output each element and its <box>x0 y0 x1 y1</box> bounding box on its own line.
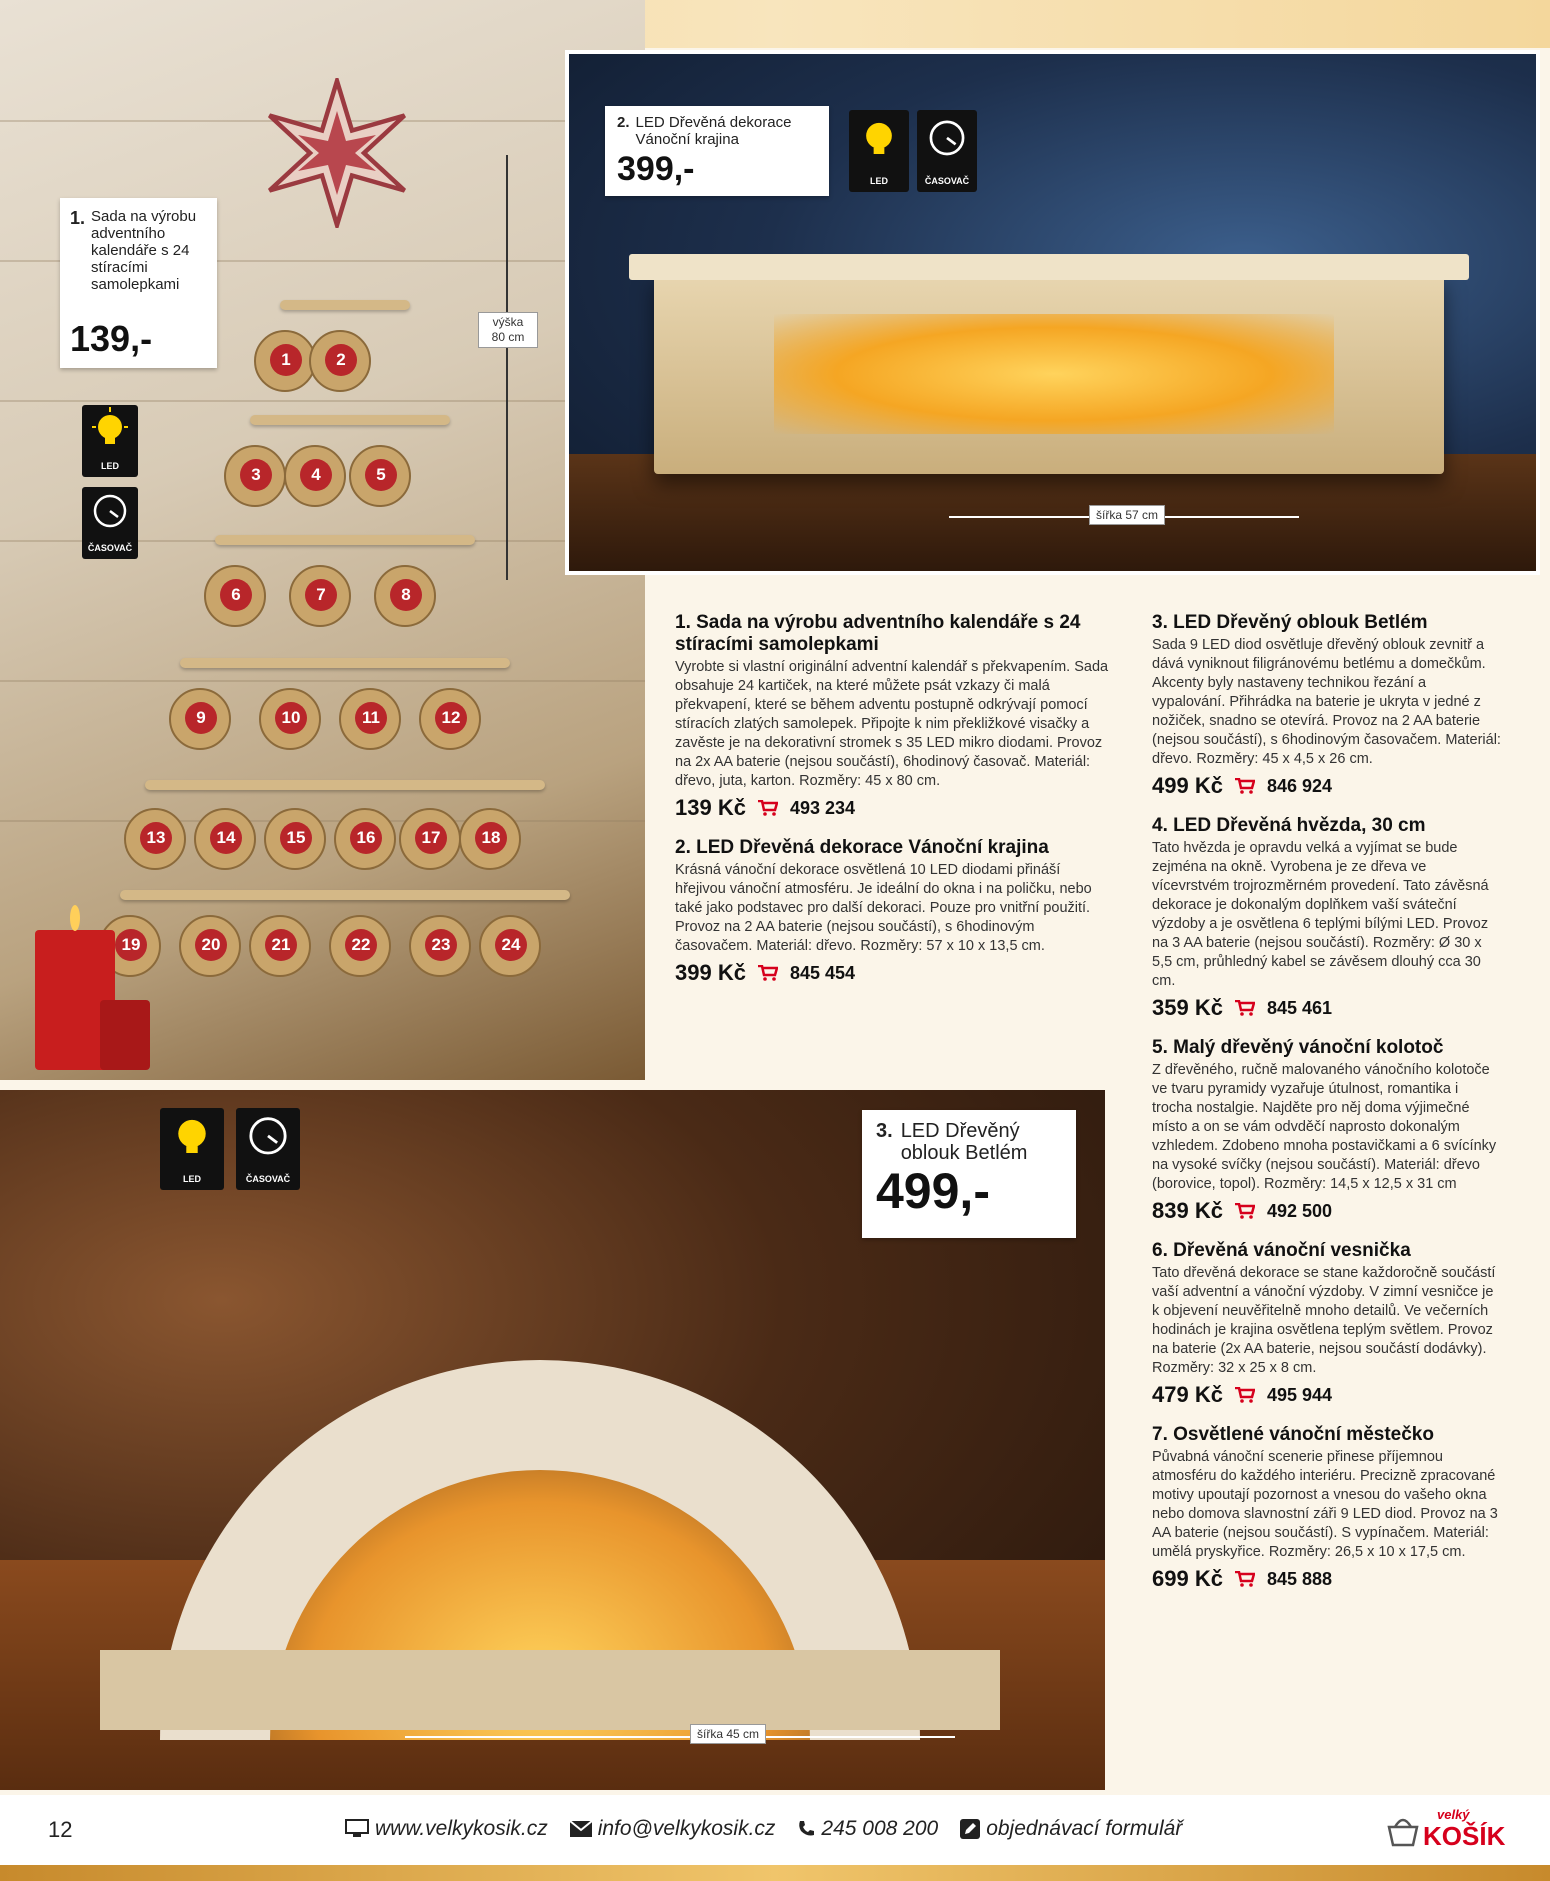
advent-tag <box>259 688 321 750</box>
product-title: 7. Osvětlené vánoční městečko <box>1152 1424 1434 1445</box>
advent-tag-number: 19 <box>115 929 147 961</box>
product-column-right <box>1152 612 1502 1608</box>
product-price: 359 Kč <box>1152 995 1223 1020</box>
lightbulb-icon <box>82 405 138 455</box>
advent-tag <box>419 688 481 750</box>
height-dimension-line <box>506 155 508 580</box>
advent-tag <box>254 330 316 392</box>
order-form-link[interactable] <box>960 1817 1182 1841</box>
advent-tag-number: 11 <box>355 702 387 734</box>
web-link[interactable] <box>345 1817 548 1841</box>
timer-badge-label: ČASOVAČ <box>924 176 970 186</box>
advent-tag-number: 14 <box>210 822 242 854</box>
candle-flame <box>70 905 80 931</box>
advent-tag-number: 8 <box>390 579 422 611</box>
advent-tag <box>124 808 186 870</box>
logo-small-text: velký <box>1437 1807 1470 1822</box>
product-price: 399 Kč <box>675 960 746 985</box>
product-description: Z dřevěného, ručně malovaného vánočního kolotoče ve tvaru pyramidy vyzařuje útulnost, romantika i trocha nostalgie. Najděte pro něj doma výjimečné místo a on se vám odvděčí naprosto dokonalým vzhledem. Zdobeno mnoha postavičkami a 6 svícínky na vysoké svíčky (nejsou součástí). Materiál: dřevo (borovice, topol). Rozměry: 14,5 x 12,5 x 31 cm <box>1152 1062 1497 1192</box>
advent-tag <box>329 915 391 977</box>
label-number: 2. <box>617 114 630 131</box>
product-title: 5. Malý dřevěný vánoční kolotoč <box>1152 1037 1444 1058</box>
product-price: 699 Kč <box>1152 1566 1223 1591</box>
product-price-row <box>1152 1382 1502 1408</box>
product-code: 493 234 <box>789 797 856 818</box>
product-title: 2. LED Dřevěná dekorace Vánoční krajina <box>675 837 1049 858</box>
advent-tag-number: 18 <box>475 822 507 854</box>
product-entry <box>1152 1037 1502 1224</box>
advent-tag <box>249 915 311 977</box>
velky-kosik-logo[interactable] <box>1385 1807 1505 1853</box>
product-price: 839 Kč <box>1152 1198 1223 1223</box>
edit-form-icon <box>960 1819 980 1839</box>
wooden-lantern <box>654 274 1444 474</box>
product-description: Krásná vánoční dekorace osvětlená 10 LED diodami přináší hřejivou vánoční atmosféru. Je ideální do okna i na poličku, nebo také jako podstavec pro další dekoraci. Pouze pro vnitřní použití. Provoz na 2 AA baterie (nejsou součástí), s 6hodinovým časovačem. Materiál: dřevo. Rozměry: 57 x 10 x 13,5 cm. <box>675 862 1092 954</box>
label-title: Sada na výrobu adventního kalendáře s 24 stíracími samolepkami <box>91 208 197 293</box>
cart-icon[interactable] <box>1235 1000 1255 1016</box>
advent-tag-number: 23 <box>425 929 457 961</box>
label-price: 139,- <box>70 318 153 359</box>
wooden-star-icon <box>262 78 412 228</box>
product-column-middle <box>675 612 1115 1002</box>
advent-tag-number: 15 <box>280 822 312 854</box>
advent-tag <box>339 688 401 750</box>
product-title: 1. Sada na výrobu adventního kalendáře s 24 stíracími samolepkami <box>675 612 1081 655</box>
label-price: 499,- <box>876 1163 990 1219</box>
product-entry <box>675 612 1115 821</box>
product-entry <box>1152 815 1502 1021</box>
phone-link[interactable] <box>797 1817 938 1841</box>
page-footer <box>0 1795 1550 1865</box>
label-number: 1. <box>70 208 86 228</box>
advent-tag <box>169 688 231 750</box>
product-entry <box>1152 612 1502 799</box>
advent-tag-number: 4 <box>300 459 332 491</box>
label-title: LED Dřevěná dekorace Vánoční krajina <box>635 114 792 148</box>
logo-big-text: KOŠÍK <box>1423 1821 1506 1851</box>
advent-tag-number: 17 <box>415 822 447 854</box>
led-badge <box>160 1108 224 1190</box>
advent-tag <box>289 565 351 627</box>
advent-tag-number: 13 <box>140 822 172 854</box>
product-description: Tato hvězda je opravdu velká a vyjímat se bude zejména na okně. Vyrobena je ze dřeva ve vícevrstvém trojrozměrném provedení. Tato závěsná dekorace je dokonalým doplňkem vaší sváteční výzdoby a je osvětlena 6 teplými bílými LED. Provoz na 3 AA baterie (nejsou součástí). Rozměry: Ø 30 x 5,5 cm, průhledný kabel se závěsem dlouhý cca 30 cm. <box>1152 840 1489 989</box>
cart-icon[interactable] <box>758 800 778 816</box>
advent-tag <box>179 915 241 977</box>
winter-landscape-photo <box>565 50 1540 575</box>
product-price-row <box>1152 995 1502 1021</box>
bottom-decor-strip <box>0 1865 1550 1881</box>
advent-tag <box>374 565 436 627</box>
basket-icon <box>1385 1813 1421 1849</box>
product-description: Sada 9 LED diod osvětluje dřevěný oblouk zevnitř a dává vyniknout filigránovému betlému a domečkům. Akcenty byly nastaveny technikou řezání a vypalování. Přihrádka na baterie je ukryta v jedné z nožiček, snadno se otevírá. Provoz na 2 AA baterie (nejsou součástí), s 6hodinovým časovačem. Materiál: dřevo. Rozměry: 45 x 4,5 x 26 cm. <box>1152 637 1501 767</box>
led-badge-label: LED <box>183 1174 201 1184</box>
envelope-icon <box>570 1821 592 1837</box>
advent-tag <box>204 565 266 627</box>
product-entry <box>1152 1240 1502 1408</box>
timer-badge <box>917 110 977 192</box>
timer-badge <box>82 487 138 559</box>
product-price-row <box>1152 773 1502 799</box>
lightbulb-icon <box>849 110 909 168</box>
timer-badge-label: ČASOVAČ <box>245 1174 291 1184</box>
label-title: LED Dřevěný oblouk Betlém <box>900 1120 1028 1164</box>
label-price: 399,- <box>617 150 695 188</box>
advent-tag <box>194 808 256 870</box>
width-dimension-line <box>405 1736 955 1738</box>
product-title: 6. Dřevěná vánoční vesnička <box>1152 1240 1411 1261</box>
advent-tag-number: 22 <box>345 929 377 961</box>
led-badge-label: LED <box>870 176 888 186</box>
timer-icon <box>236 1108 300 1166</box>
timer-badge <box>236 1108 300 1190</box>
phone-icon <box>797 1820 815 1838</box>
advent-tag-number: 6 <box>220 579 252 611</box>
timer-icon <box>82 487 138 537</box>
email-link[interactable] <box>570 1817 776 1841</box>
advent-tag-number: 24 <box>495 929 527 961</box>
product-entry <box>675 837 1115 986</box>
advent-tag-number: 21 <box>265 929 297 961</box>
product-price-row <box>675 795 1115 821</box>
advent-tag-number: 7 <box>305 579 337 611</box>
email-link-text: info@velkykosik.cz <box>597 1817 776 1840</box>
product-price: 499 Kč <box>1152 773 1223 798</box>
arch-base <box>100 1650 1000 1730</box>
cart-icon[interactable] <box>1235 778 1255 794</box>
timer-badge-label: ČASOVAČ <box>87 543 133 553</box>
advent-tag-number: 5 <box>365 459 397 491</box>
red-candle-small <box>100 1000 150 1070</box>
label-number: 3. <box>876 1120 893 1142</box>
advent-calendar-photo <box>0 0 645 1080</box>
led-badge-label: LED <box>101 461 119 471</box>
advent-tag <box>264 808 326 870</box>
height-dimension-label: výška 80 cm <box>478 312 538 348</box>
product-title: 3. LED Dřevěný oblouk Betlém <box>1152 612 1428 633</box>
led-badge <box>82 405 138 477</box>
product-code: 492 500 <box>1266 1200 1333 1221</box>
cart-icon[interactable] <box>1235 1203 1255 1219</box>
advent-tag-number: 20 <box>195 929 227 961</box>
product-3-label <box>862 1110 1076 1238</box>
advent-tag <box>459 808 521 870</box>
width-dimension-label: šířka 57 cm <box>1089 505 1165 525</box>
advent-tag <box>284 445 346 507</box>
advent-tag-number: 10 <box>275 702 307 734</box>
advent-tag-number: 2 <box>325 344 357 376</box>
order-form-link-text: objednávací formulář <box>986 1817 1183 1840</box>
width-dimension-label: šířka 45 cm <box>690 1724 766 1744</box>
cart-icon[interactable] <box>1235 1571 1255 1587</box>
product-price: 139 Kč <box>675 795 746 820</box>
timer-icon <box>917 110 977 168</box>
advent-tag-number: 1 <box>270 344 302 376</box>
advent-tag-number: 16 <box>350 822 382 854</box>
product-code: 846 924 <box>1266 775 1333 796</box>
web-link-text: www.velkykosik.cz <box>375 1817 548 1840</box>
product-entry <box>1152 1424 1502 1592</box>
product-description: Vyrobte si vlastní originální adventní kalendář s překvapením. Sada obsahuje 24 kartiček, na které můžete psát vzkazy či malá překvapení, které se během adventu postupně odkrývají pomocí stíracích zlatých samolepek. Připojte k nim překližkové visačky a zavěste je na dekorativní stromek s 35 LED mikro diodami. Provoz na 2x AA baterie (nejsou součástí), 6hodinový časovač. Materiál: dřevo, juta, karton. Rozměry: 45 x 80 cm. <box>675 659 1109 789</box>
advent-tag <box>399 808 461 870</box>
advent-tag <box>224 445 286 507</box>
advent-tag <box>349 445 411 507</box>
phone-link-text: 245 008 200 <box>821 1817 939 1840</box>
led-badge <box>849 110 909 192</box>
product-code: 495 944 <box>1266 1384 1333 1405</box>
monitor-icon <box>345 1819 369 1839</box>
product-code: 845 461 <box>1266 997 1333 1018</box>
nativity-arch-photo <box>0 1090 1105 1790</box>
lightbulb-icon <box>160 1108 224 1166</box>
product-title: 4. LED Dřevěná hvězda, 30 cm <box>1152 815 1426 836</box>
advent-tag-number: 9 <box>185 702 217 734</box>
page-number: 12 <box>48 1817 73 1842</box>
product-code: 845 888 <box>1266 1568 1333 1589</box>
advent-tag <box>309 330 371 392</box>
cart-icon[interactable] <box>1235 1387 1255 1403</box>
product-price: 479 Kč <box>1152 1382 1223 1407</box>
advent-tag-number: 3 <box>240 459 272 491</box>
advent-tag-number: 12 <box>435 702 467 734</box>
product-description: Půvabná vánoční scenerie přinese příjemnou atmosféru do každého interiéru. Precizně zpracované motivy upoutají pozornost a vnesou do vašeho okna nebo domova slavnostní záři 9 LED diod. Provoz na 3 AA baterie (nejsou součástí). S vypínačem. Materiál: umělá pryskyřice. Rozměry: 26,5 x 10 x 17,5 cm. <box>1152 1449 1498 1560</box>
advent-tag <box>334 808 396 870</box>
product-code: 845 454 <box>789 962 856 983</box>
product-description: Tato dřevěná dekorace se stane každoročně součástí vaší adventní a vánoční výzdoby. V zimní vesničce je k objevení neuvěřitelně mnoho detailů. Ve večerních hodinách je krajina osvětlena teplým světlem. Provoz na baterie (2x AA baterie, nejsou součástí dodávky). Rozměry: 32 x 25 x 8 cm. <box>1152 1265 1496 1376</box>
product-price-row <box>675 960 1115 986</box>
product-2-label <box>605 106 829 196</box>
cart-icon[interactable] <box>758 965 778 981</box>
product-price-row <box>1152 1566 1502 1592</box>
product-price-row <box>1152 1198 1502 1224</box>
advent-tag <box>479 915 541 977</box>
advent-tag <box>409 915 471 977</box>
